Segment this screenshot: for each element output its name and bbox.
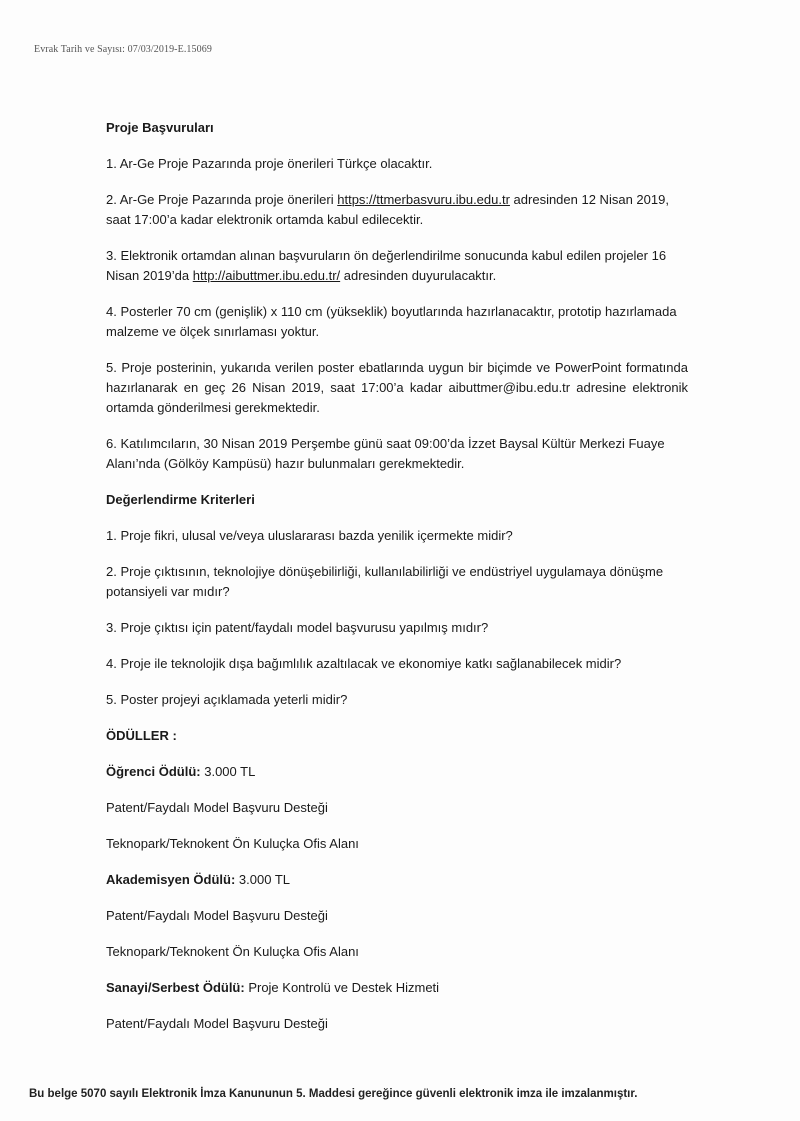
criteria-item-5: 5. Poster projeyi açıklamada yeterli midir?	[106, 692, 348, 707]
announcement-url-link[interactable]: http://aibuttmer.ibu.edu.tr/	[192, 268, 341, 283]
industry-award	[106, 978, 688, 998]
student-award-label: Öğrenci Ödülü:	[106, 764, 201, 779]
industry-award-benefit-1: Patent/Faydalı Model Başvuru Desteği	[106, 1016, 328, 1031]
application-item-3-text-end: adresinden duyurulacaktır.	[340, 268, 497, 283]
document-reference: Evrak Tarih ve Sayısı: 07/03/2019-E.15069	[34, 44, 212, 55]
academic-award	[106, 870, 688, 890]
academic-award-benefit-2: Teknopark/Teknokent Ön Kuluçka Ofis Alanı	[106, 944, 359, 959]
section-title-applications: Proje Başvuruları	[106, 120, 214, 135]
section-title-awards: ÖDÜLLER :	[106, 728, 177, 743]
criteria-item-1: 1. Proje fikri, ulusal ve/veya uluslararası bazda yenilik içermekte midir?	[106, 528, 513, 543]
application-item-2-text-start: 2. Ar-Ge Proje Pazarında proje önerileri	[106, 192, 338, 207]
application-item-2-text-end: adresinden 12 Nisan 2019, saat 17:00’a kadar elektronik ortamda kabul edilecektir.	[106, 192, 669, 227]
criteria-item-2: 2. Proje çıktısının, teknolojiye dönüşebilirliği, kullanılabilirliği ve endüstriyel uygulamaya dönüşme potansiyeli var mıdır?	[106, 564, 664, 599]
academic-award-benefit-1: Patent/Faydalı Model Başvuru Desteği	[106, 908, 328, 923]
application-item-3	[106, 246, 688, 286]
student-award-benefit-2: Teknopark/Teknokent Ön Kuluçka Ofis Alanı	[106, 836, 359, 851]
application-item-6: 6. Katılımcıların, 30 Nisan 2019 Perşembe günü saat 09:00’da İzzet Baysal Kültür Merkezi Fuaye Alanı’nda (Gölköy Kampüsü) hazır bulunmaları gerekmektedir.	[106, 436, 665, 471]
criteria-item-4: 4. Proje ile teknolojik dışa bağımlılık azaltılacak ve ekonomiye katkı sağlanabilecek midir?	[106, 656, 622, 671]
student-award	[106, 762, 688, 782]
student-award-amount: 3.000 TL	[200, 764, 256, 779]
student-award-benefit-1: Patent/Faydalı Model Başvuru Desteği	[106, 800, 328, 815]
application-item-2	[106, 190, 688, 230]
application-item-1: 1. Ar-Ge Proje Pazarında proje önerileri Türkçe olacaktır.	[106, 156, 433, 171]
e-signature-note: Bu belge 5070 sayılı Elektronik İmza Kanununun 5. Maddesi gereğince güvenli elektronik imza ile imzalanmıştır.	[29, 1088, 638, 1100]
criteria-item-3: 3. Proje çıktısı için patent/faydalı model başvurusu yapılmış mıdır?	[106, 620, 489, 635]
academic-award-label: Akademisyen Ödülü:	[106, 872, 236, 887]
section-title-criteria: Değerlendirme Kriterleri	[106, 492, 255, 507]
application-item-5: 5. Proje posterinin, yukarıda verilen poster ebatlarında uygun bir biçimde ve PowerPoint formatında hazırlanarak en geç 26 Nisan 2019, saat 17:00’a kadar aibuttmer@ibu.edu.tr adresine elektronik ortamda gönderilmesi gerekmektedir.	[106, 360, 688, 415]
document-body	[106, 118, 688, 1034]
industry-award-description: Proje Kontrolü ve Destek Hizmeti	[244, 980, 440, 995]
application-item-3-text-start: 3. Elektronik ortamdan alınan başvuruların ön değerlendirilme sonucunda kabul edilen projeler 16 Nisan 2019’da	[106, 248, 667, 283]
academic-award-amount: 3.000 TL	[235, 872, 291, 887]
application-item-4: 4. Posterler 70 cm (genişlik) x 110 cm (yükseklik) boyutlarında hazırlanacaktır, prototip hazırlamada malzeme ve ölçek sınırlaması yoktur.	[106, 304, 677, 339]
application-url-link[interactable]: https://ttmerbasvuru.ibu.edu.tr	[337, 192, 510, 207]
industry-award-label: Sanayi/Serbest Ödülü:	[106, 980, 245, 995]
